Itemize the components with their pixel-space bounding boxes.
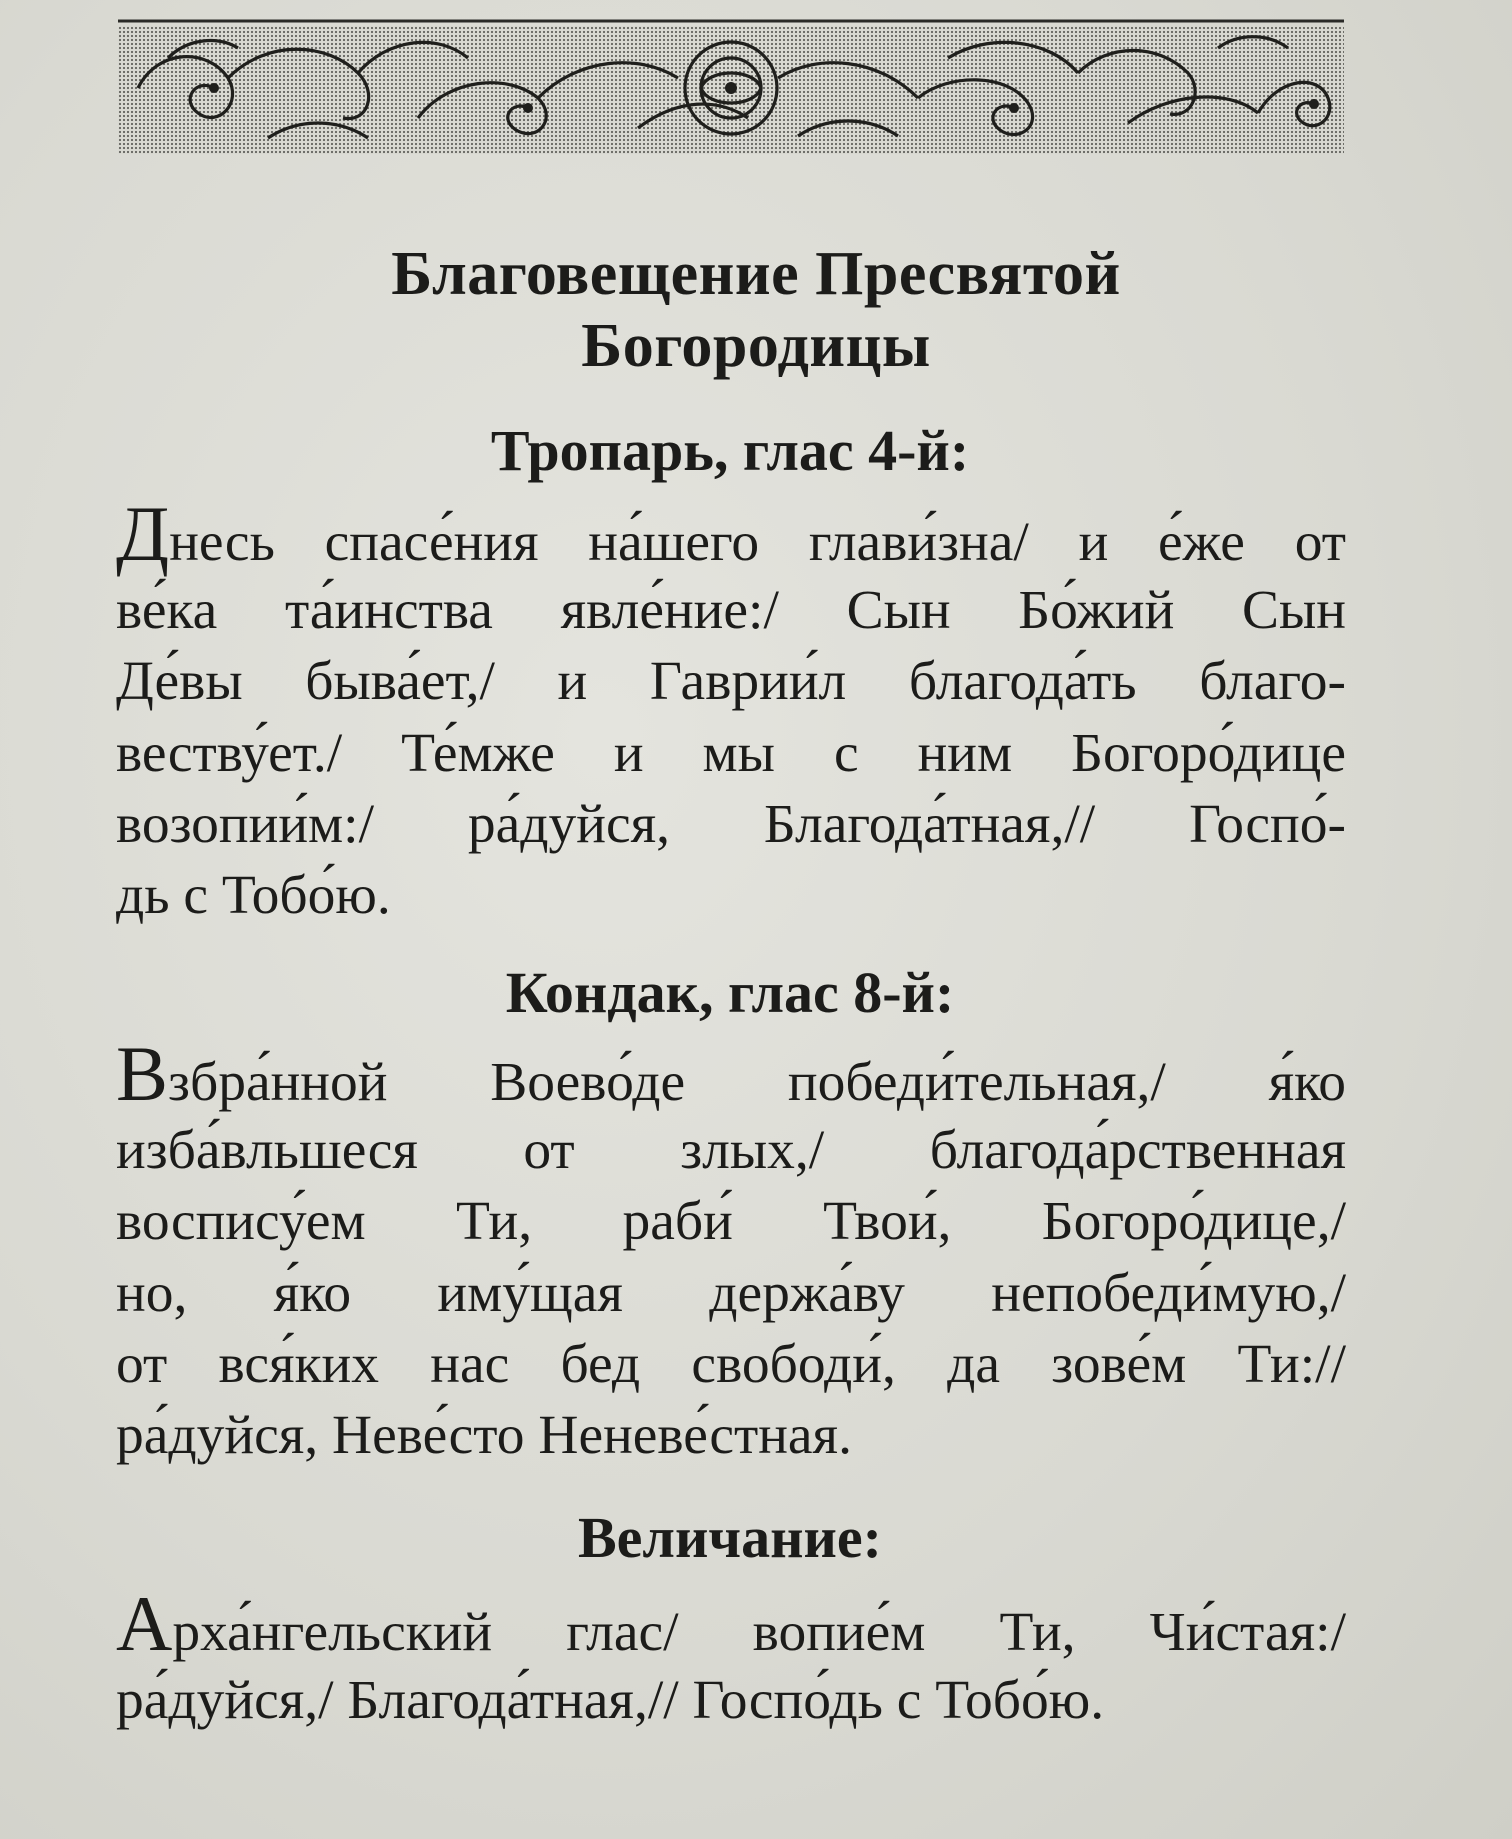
magnification-text — [116, 1580, 1346, 1736]
drop-cap: Д — [116, 490, 170, 577]
drop-cap: В — [116, 1030, 169, 1117]
troparion-line: Де́вы быва́ет,/ и Гаврии́л благода́ть благо- — [116, 651, 1346, 713]
magnification-line: ра́дуйся,/ Благода́тная,// Госпо́дь с Тобо́ю. — [116, 1670, 1105, 1732]
kontakion-text — [116, 1030, 1346, 1471]
troparion-line: Днесь спасе́ния на́шего глави́зна/ и е́же от — [116, 490, 1346, 577]
ornament-border — [118, 18, 1344, 158]
kontakion-line: но, я́ко иму́щая держа́ву непобеди́мую,/ — [116, 1262, 1346, 1324]
kontakion-line: от вся́ких нас бед свободи́, да зове́м Ти:// — [116, 1333, 1346, 1395]
kontakion-line: изба́вльшеся от злых,/ благода́рственная — [116, 1120, 1346, 1182]
troparion-heading: Тропарь, глас 4-й: — [490, 418, 970, 483]
page-title — [0, 238, 1512, 382]
kontakion-heading: Кондак, глас 8-й: — [505, 960, 955, 1025]
drop-cap: А — [116, 1580, 173, 1667]
title-line-2: Богородицы — [581, 312, 931, 380]
magnification-line: Арха́нгельский глас/ вопие́м Ти, Чи́стая:/ — [116, 1580, 1346, 1667]
troparion-text — [116, 490, 1346, 931]
troparion-line: дь с Тобо́ю. — [116, 864, 391, 926]
magnification-heading: Величание: — [578, 1505, 882, 1570]
kontakion-line: воспису́ем Ти, раби́ Твои́, Богоро́дице,/ — [116, 1191, 1346, 1253]
troparion-line: возопии́м:/ ра́дуйся, Благода́тная,// Госпо́- — [116, 793, 1346, 855]
troparion-line: веству́ет./ Те́мже и мы с ним Богоро́дице — [116, 722, 1346, 784]
kontakion-line: ра́дуйся, Неве́сто Неневе́стная. — [116, 1404, 852, 1466]
troparion-line: ве́ка та́инства явле́ние:/ Сын Бо́жий Сын — [116, 580, 1346, 642]
title-line-1: Благовещение Пресвятой — [391, 240, 1121, 308]
kontakion-line: Взбра́нной Воево́де победи́тельная,/ я́ко — [116, 1030, 1346, 1117]
